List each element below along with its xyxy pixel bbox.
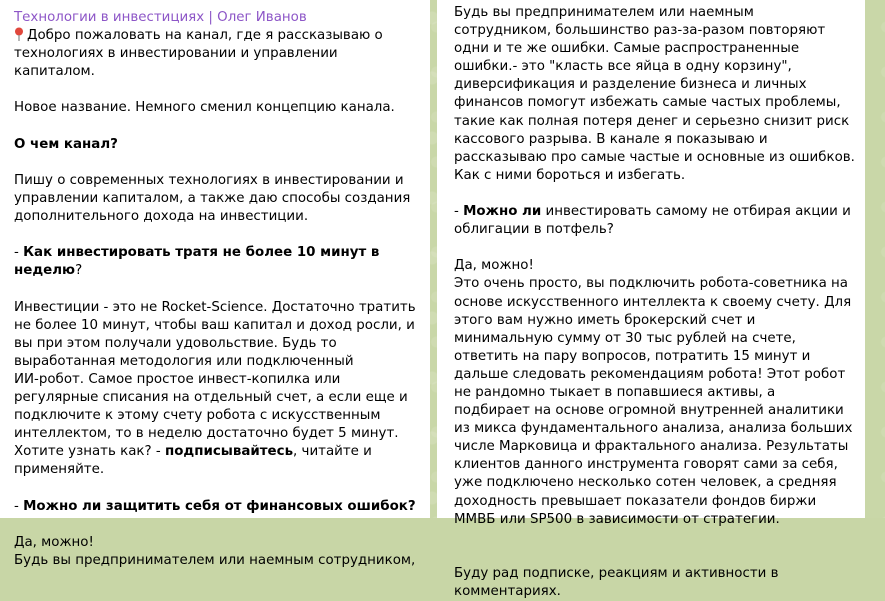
invest-text: Инвестиции - это не Rocket-Science. Достаточно тратить не более 10 минут, чтобы ваш капитал и доход росли, и вы при этом получали удовольствие. Будь то выработанная методология или подключенный	[14, 299, 416, 369]
round-pushpin-icon	[14, 27, 24, 41]
new-name-text: Новое название. Немного сменил концепцию канала.	[14, 100, 395, 116]
question-invest-heading: - Как инвестировать тратя не более 10 минут в неделю?	[14, 245, 380, 279]
outro-text: Буду рад подписке, реакциям и активности в комментариях.	[454, 565, 779, 599]
intro-text: Будь вы предпринимателем или наемным сотрудником, большинство раз-за-разом повторяют одни и те же ошибки. Самые распространенные ошибки.- это "класть все яйца в одну корзину", диверсификация и разделение бизнеса и личных финансов помогут избежать самые частых проблемы, такие как полная потеря денег и серьезно снизит риск кассового разрыва. В канале я показываю и рассказываю про самые частые и основные из ошибков. Как с ними бороться и избегать.	[454, 5, 855, 183]
channel-author-name[interactable]: Технологии в инвестициях | Олег Иванов	[14, 10, 307, 25]
question-errors-heading: - Можно ли защитить себя от финансовых ошибок?	[14, 498, 416, 514]
robot-text: ИИ-робот. Самое простое инвест-копилка или регулярные списания на отдельный счет, а если еще и подключите к этому счету робота с искусственным интеллектом, то в неделю достаточно будет 5 минут.	[14, 371, 408, 442]
question-self-invest: - Можно ли инвестировать самому не отбирая акции и облигации в потфель?	[454, 204, 851, 238]
about-text: Пишу о современных технологиях в инвестировании и управлении капиталом, а также даю способы создания дополнительного дохода на инвестиции.	[14, 172, 411, 225]
about-heading: О чем канал?	[14, 136, 118, 152]
welcome-text: Добро пожаловать на канал, где я рассказываю о технологиях в инвестировании и управлении капиталом.	[14, 28, 383, 80]
message-bubble-left[interactable]	[0, 0, 430, 568]
yes-text: Да, можно!	[454, 258, 534, 274]
tail-text: Будь вы предпринимателем или наемным сотрудником,	[14, 552, 416, 568]
robo-advisor-text: Это очень просто, вы подключить робота-советника на основе искусственного интеллекта к своему счету. Для этого вам нужно иметь брокерский счет и минимальную сумму от 30 тыс рублей на счете, ответить на пару вопросов, потратить 15 минут и дальше следовать рекомендациям робота! Этот робот не рандомно тыкает в попавшиеся активы, а подбирает на основе огромной внутренней аналитики из микса фундаментального анализа, анализа больших числе Марковица и фрактального анализа. Результаты клиентов данного инструмента говорят сами за себя, уже подключено несколько сотен человек, а средняя доходность превышает показатели фондов биржи ММВБ или SP500 в зависимости от стратегии.	[454, 276, 853, 527]
subscribe-cta: Хотите узнать как? - подписывайтесь, читайте и применяйте.	[14, 444, 372, 478]
message-bubble-right[interactable]	[437, 0, 865, 599]
yes-text: Да, можно!	[14, 534, 94, 550]
